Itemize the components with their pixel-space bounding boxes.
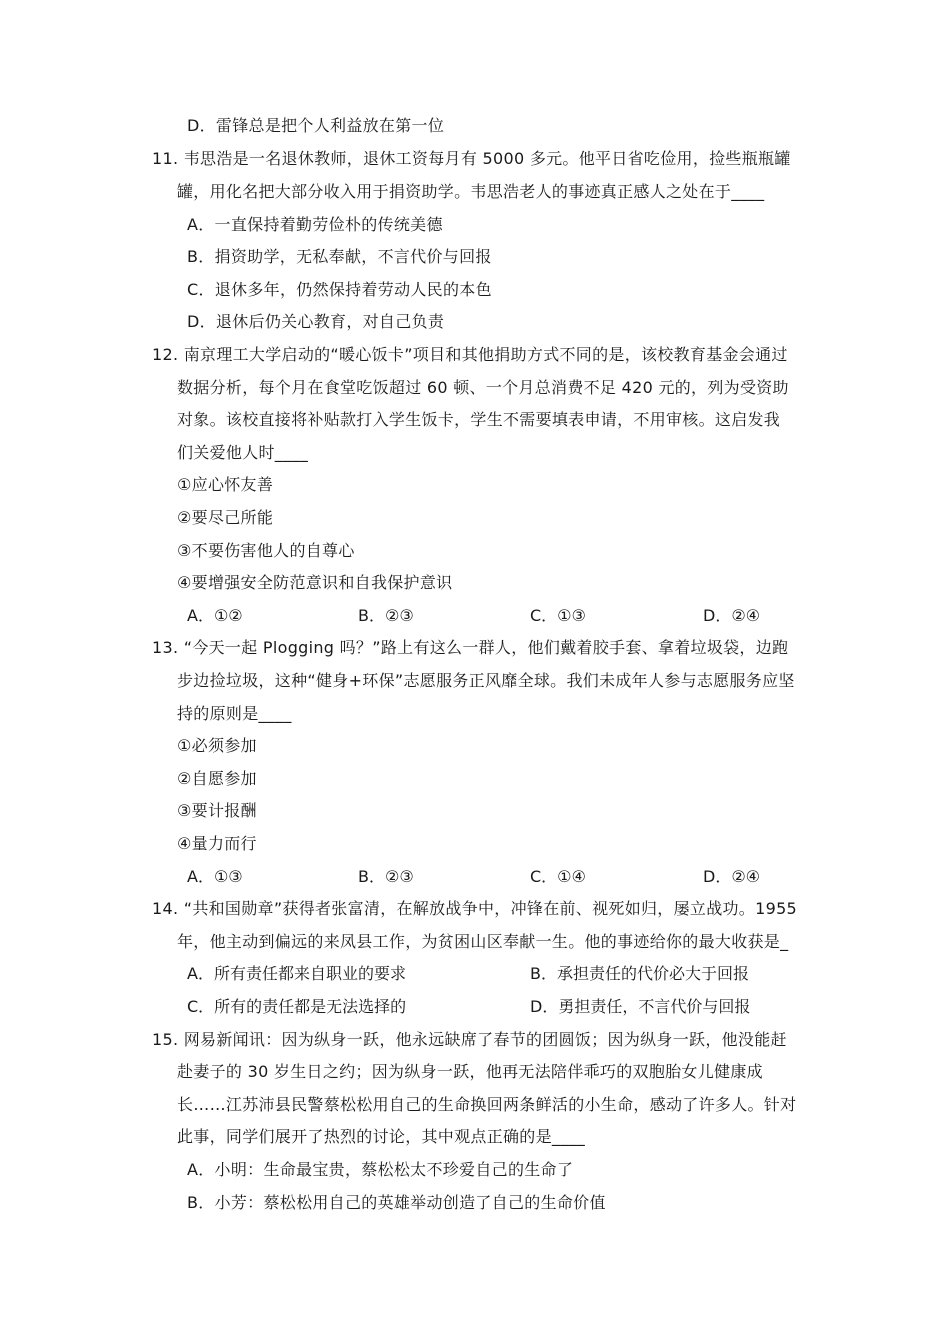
- q13-option-a: A．①③: [187, 867, 243, 886]
- q10-option-d: D．雷锋总是把个人利益放在第一位: [187, 116, 445, 135]
- q12-stem-line3: 对象。该校直接将补贴款打入学生饭卡，学生不需要填表申请，不用审核。这启发我: [177, 410, 781, 429]
- q15-stem-line2: 赴妻子的 30 岁生日之约；因为纵身一跃，他再无法陪伴乖巧的双胞胎女儿健康成: [177, 1062, 763, 1081]
- q11-option-b: B．捐资助学，无私奉献，不言代价与回报: [187, 247, 492, 266]
- q12-statement-2: ②要尽己所能: [177, 508, 274, 527]
- q11-option-a: A．一直保持着勤劳俭朴的传统美德: [187, 215, 443, 234]
- q12-stem-line4: 们关爱他人时____: [177, 443, 309, 462]
- q11-stem-line1: 11. 韦思浩是一名退休教师，退休工资每月有 5000 多元。他平日省吃俭用，捡些瓶瓶罐: [152, 149, 791, 168]
- q13-stem-line1: 13. “今天一起 Plogging 吗？”路上有这么一群人，他们戴着胶手套、拿着垃圾袋，边跑: [152, 638, 789, 657]
- q15-stem-line3: 长……江苏沛县民警蔡松松用自己的生命换回两条鲜活的小生命，感动了许多人。针对: [177, 1095, 797, 1114]
- q12-stem-line2: 数据分析，每个月在食堂吃饭超过 60 顿、一个月总消费不足 420 元的，列为受资助: [177, 378, 789, 397]
- q14-option-a: A．所有责任都来自职业的要求: [187, 964, 406, 983]
- q13-statement-4: ④量力而行: [177, 834, 257, 853]
- q12-stem-line1: 12. 南京理工大学启动的“暖心饭卡”项目和其他捐助方式不同的是，该校教育基金会通过: [152, 345, 788, 364]
- q15-stem-line1: 15. 网易新闻讯：因为纵身一跃，他永远缺席了春节的团圆饭；因为纵身一跃，他没能赶: [152, 1030, 787, 1049]
- q15-option-b: B．小芳：蔡松松用自己的英雄举动创造了自己的生命价值: [187, 1193, 606, 1212]
- q12-option-c: C．①③: [530, 606, 586, 625]
- q12-option-d: D．②④: [703, 606, 761, 625]
- q14-option-c: C．所有的责任都是无法选择的: [187, 997, 407, 1016]
- q13-option-d: D．②④: [703, 867, 761, 886]
- q13-option-b: B．②③: [358, 867, 414, 886]
- q13-stem-line2: 步边捡垃圾，这种“健身+环保”志愿服务正风靡全球。我们未成年人参与志愿服务应坚: [177, 671, 795, 690]
- q14-stem-line1: 14. “共和国勋章”获得者张富清，在解放战争中，冲锋在前、视死如归，屡立战功。1955: [152, 899, 798, 918]
- q13-stem-line3: 持的原则是____: [177, 704, 292, 723]
- q11-option-d: D．退休后仍关心教育，对自己负责: [187, 312, 445, 331]
- q12-statement-1: ①应心怀友善: [177, 475, 274, 494]
- q12-statement-3: ③不要伤害他人的自尊心: [177, 541, 355, 560]
- q14-option-d: D．勇担责任，不言代价与回报: [530, 997, 751, 1016]
- q15-option-a: A．小明：生命最宝贵，蔡松松太不珍爱自己的生命了: [187, 1160, 574, 1179]
- q15-stem-line4: 此事，同学们展开了热烈的讨论，其中观点正确的是____: [177, 1127, 586, 1146]
- q13-statement-1: ①必须参加: [177, 736, 257, 755]
- q14-stem-line2: 年，他主动到偏远的来凤县工作，为贫困山区奉献一生。他的事迹给你的最大收获是_: [177, 932, 789, 951]
- q13-statement-3: ③要计报酬: [177, 801, 257, 820]
- q13-statement-2: ②自愿参加: [177, 769, 257, 788]
- q12-option-a: A．①②: [187, 606, 243, 625]
- q11-stem-line2: 罐，用化名把大部分收入用于捐资助学。韦思浩老人的事迹真正感人之处在于____: [177, 182, 765, 201]
- q12-option-b: B．②③: [358, 606, 414, 625]
- q11-option-c: C．退休多年，仍然保持着劳动人民的本色: [187, 280, 492, 299]
- q13-option-c: C．①④: [530, 867, 586, 886]
- q14-option-b: B．承担责任的代价必大于回报: [530, 964, 749, 983]
- q12-statement-4: ④要增强安全防范意识和自我保护意识: [177, 573, 453, 592]
